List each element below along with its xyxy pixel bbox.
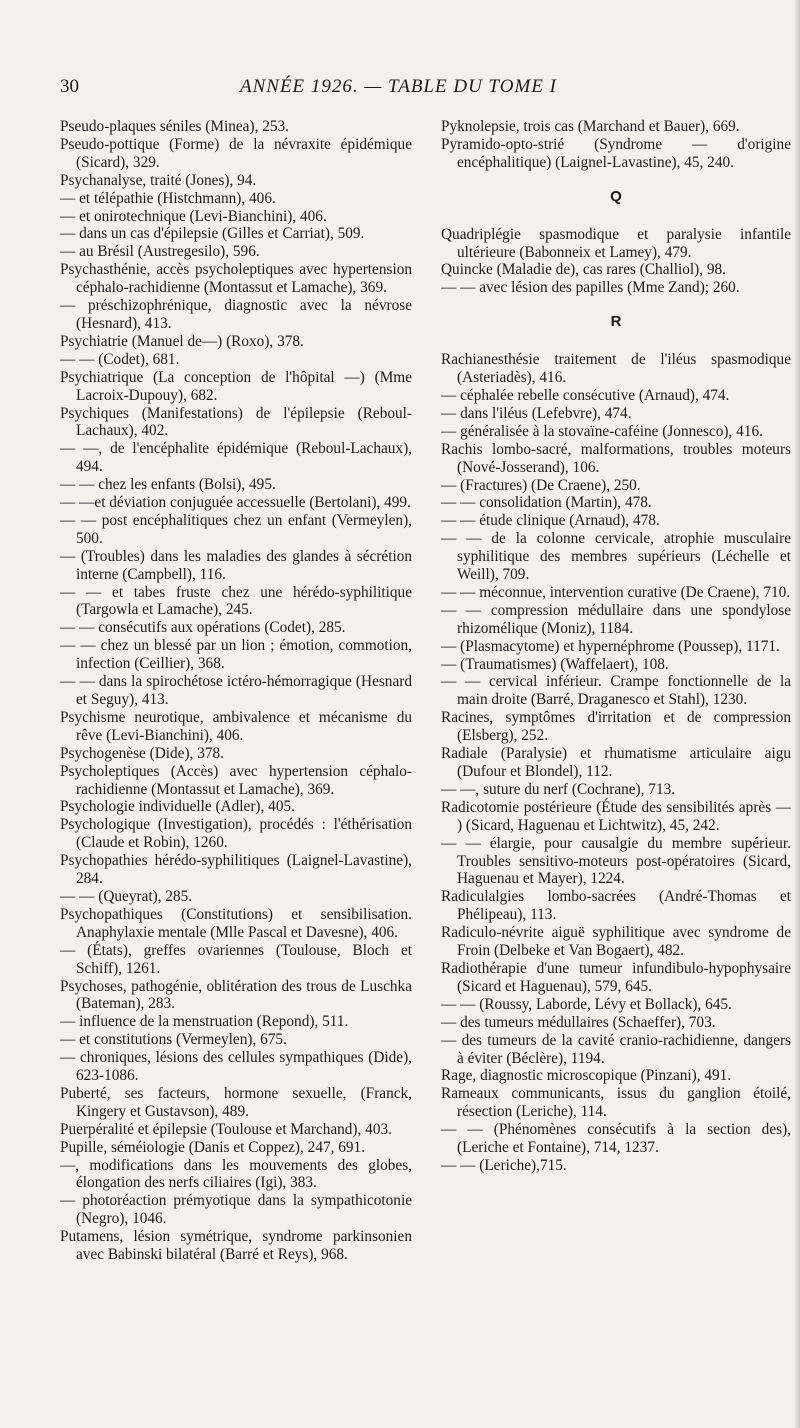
index-entry: — — élargie, pour causalgie du membre supérieur. Troubles sensitivo-moteurs post-opératoires (Sicard, Haguenau et Mayer), 1224.: [441, 834, 791, 888]
index-entry: — dans l'iléus (Lefebvre), 474.: [441, 404, 632, 422]
index-entry: Pupille, séméiologie (Danis et Coppez), 247, 691.: [60, 1138, 366, 1156]
index-entry: Psychasthénie, accès psycholeptiques avec hypertension céphalo-rachidienne (Montassut et Lamache), 369.: [60, 261, 412, 297]
index-entry: — (Troubles) dans les maladies des glandes à sécrétion interne (Campbell), 116.: [60, 547, 412, 583]
index-entry: — — de la colonne cervicale, atrophie musculaire syphilitique des membres supérieurs (Léchelle et Weill), 709.: [441, 530, 791, 584]
index-entry: — (États), greffes ovariennes (Toulouse, Bloch et Schiff), 1261.: [60, 941, 412, 977]
index-entry: — chroniques, lésions des cellules sympathiques (Dide), 623-1086.: [60, 1049, 412, 1085]
index-entry: Quadriplégie spasmodique et paralysie infantile ultérieure (Babonneix et Lamey), 479.: [441, 225, 791, 261]
index-entry: Psychisme neurotique, ambivalence et mécanisme du rêve (Levi-Bianchini), 406.: [60, 708, 412, 744]
index-entry: Radiothérapie d'une tumeur infundibulo-hypophysaire (Sicard et Haguenau), 579, 645.: [441, 959, 791, 995]
index-entry: Psychiatrique (La conception de l'hôpital —) (Mme Lacroix-Dupouy), 682.: [60, 368, 412, 404]
page-header: [60, 76, 760, 104]
index-entry: Radiculo-névrite aiguë syphilitique avec syndrome de Froin (Delbeke et Van Bogaert), 482.: [441, 924, 791, 960]
right-column-p-entries: [441, 118, 791, 172]
index-entry: Psychogenèse (Dide), 378.: [60, 744, 224, 762]
index-entry: —, modifications dans les mouvements des globes, élongation des nerfs ciliaires (Igi), 383.: [60, 1156, 412, 1192]
index-entry: Pyramido-opto-strié (Syndrome — d'origine encéphalitique) (Laignel-Lavastine), 45, 240.: [441, 135, 791, 171]
index-entry: — — (Phénomènes consécutifs à la section des), (Leriche et Fontaine), 714, 1237.: [441, 1121, 791, 1157]
index-entry: — — étude clinique (Arnaud), 478.: [441, 512, 660, 530]
index-entry: — influence de la menstruation (Repond), 511.: [60, 1013, 349, 1031]
index-entry: Rachis lombo-sacré, malformations, troubles moteurs (Nové-Josserand), 106.: [441, 440, 791, 476]
index-entry: Psychanalyse, traité (Jones), 94.: [60, 171, 257, 189]
index-entry: — — post encéphalitiques chez un enfant (Vermeylen), 500.: [60, 511, 412, 547]
index-entry: — et onirotechnique (Levi-Bianchini), 406.: [60, 207, 327, 225]
page-number: 30: [60, 76, 79, 97]
index-entry: — — consolidation (Martin), 478.: [441, 494, 652, 512]
index-entry: — —, suture du nerf (Cochrane), 713.: [441, 780, 676, 798]
index-entry: — (Traumatismes) (Waffelaert), 108.: [441, 655, 669, 673]
index-entry: — généralisée à la stovaïne-caféine (Jonnesco), 416.: [441, 422, 763, 440]
index-entry: — au Brésil (Austregesilo), 596.: [60, 243, 260, 261]
index-entry: Rachianesthésie traitement de l'iléus spasmodique (Asteriadès), 416.: [441, 351, 791, 387]
index-entry: Pyknolepsie, trois cas (Marchand et Bauer), 669.: [441, 118, 740, 135]
index-entry: — préschizophrénique, diagnostic avec la névrose (Hesnard), 413.: [60, 297, 412, 332]
index-entry: — — (Codet), 681.: [60, 350, 180, 368]
index-entry: Psycholeptiques (Accès) avec hypertension céphalo-rachidienne (Montassut et Lamache), 369.: [60, 762, 412, 798]
section-letter-r: R: [610, 313, 622, 331]
index-entry: — photoréaction prémyotique dans la sympathicotonie (Negro), 1046.: [60, 1192, 412, 1228]
index-entry: — — (Queyrat), 285.: [60, 887, 193, 905]
index-entry: — —et déviation conjuguée accessuelle (Bertolani), 499.: [60, 494, 411, 512]
left-column: [60, 118, 412, 1264]
index-entry: Pseudo-plaques séniles (Minea), 253.: [60, 118, 289, 135]
index-entry: — et constitutions (Vermeylen), 675.: [60, 1031, 287, 1049]
section-letter-q: Q: [610, 187, 622, 205]
index-entry: Quincke (Maladie de), cas rares (Challiol), 98.: [441, 261, 727, 279]
right-column-q-entries: [441, 226, 791, 298]
index-entry: — — (Roussy, Laborde, Lévy et Bollack), 645.: [441, 995, 732, 1013]
scan-edge: [794, 0, 800, 1428]
index-entry: — — chez les enfants (Bolsi), 495.: [60, 476, 276, 494]
index-entry: — — chez un blessé par un lion ; émotion, commotion, infection (Ceillier), 368.: [60, 637, 412, 673]
running-title: ANNÉE 1926. — TABLE DU TOME I: [240, 76, 557, 97]
index-entry: Psychiques (Manifestations) de l'épilepsie (Reboul-Lachaux), 402.: [60, 404, 412, 440]
index-entry: — — méconnue, intervention curative (De Craene), 710.: [441, 583, 791, 601]
index-entry: Psychopathiques (Constitutions) et sensibilisation. Anaphylaxie mentale (Mlle Pascal et Davesne), 406.: [60, 905, 412, 941]
index-entry: Radiale (Paralysie) et rhumatisme articulaire aigu (Dufour et Blondel), 112.: [441, 745, 791, 780]
index-entry: — dans un cas d'épilepsie (Gilles et Carriat), 509.: [60, 225, 365, 243]
index-entry: Psychopathies hérédo-syphilitiques (Laignel-Lavastine), 284.: [60, 852, 412, 888]
index-entry: Puberté, ses facteurs, hormone sexuelle, (Franck, Kingery et Gustavson), 489.: [60, 1084, 412, 1120]
index-entry: Radicotomie postérieure (Étude des sensibilités après — ) (Sicard, Haguenau et Lichtwitz), 45, 242.: [441, 798, 791, 834]
index-entry: Pseudo-pottique (Forme) de la névraxite épidémique (Sicard), 329.: [60, 135, 412, 171]
index-entry: — — (Leriche),715.: [441, 1156, 567, 1174]
index-entry: — — et tabes fruste chez une hérédo-syphilitique (Targowla et Lamache), 245.: [60, 583, 412, 619]
index-entry: Racines, symptômes d'irritation et de compression (Elsberg), 252.: [441, 709, 791, 745]
index-entry: — des tumeurs de la cavité cranio-rachidienne, dangers à éviter (Béclère), 1194.: [441, 1031, 791, 1067]
index-entry: — des tumeurs médullaires (Schaeffer), 703.: [441, 1013, 716, 1031]
index-entry: — — compression médullaire dans une spondylose rhizomélique (Moniz), 1184.: [441, 601, 791, 637]
right-column: [441, 118, 791, 1175]
index-entry: Rameaux communicants, issus du ganglion étoilé, résection (Leriche), 114.: [441, 1085, 791, 1121]
index-entry: Psychologique (Investigation), procédés : l'éthérisation (Claude et Robin), 1260.: [60, 816, 412, 852]
index-entry: Psychiatrie (Manuel de—) (Roxo), 378.: [60, 332, 304, 350]
index-entry: Psychologie individuelle (Adler), 405.: [60, 798, 295, 816]
index-entry: Psychoses, pathogénie, oblitération des trous de Luschka (Bateman), 283.: [60, 977, 412, 1013]
index-entry: — — dans la spirochétose ictéro-hémorragique (Hesnard et Seguy), 413.: [60, 673, 412, 708]
index-entry: — céphalée rebelle consécutive (Arnaud), 474.: [441, 386, 730, 404]
index-entry: Radiculalgies lombo-sacrées (André-Thomas et Phélipeau), 113.: [441, 888, 791, 924]
index-entry: — et télépathie (Histchmann), 406.: [60, 189, 276, 207]
index-entry: Puerpéralité et épilepsie (Toulouse et Marchand), 403.: [60, 1120, 392, 1138]
right-column-r-entries: [441, 351, 791, 1175]
index-entry: Rage, diagnostic microscopique (Pinzani), 491.: [441, 1067, 732, 1085]
index-entry: — (Plasmacytome) et hypernéphrome (Poussep), 1171.: [441, 637, 780, 655]
index-entry: — — cervical inférieur. Crampe fonctionnelle de la main droite (Barré, Draganesco et Stahl), 1230.: [441, 673, 791, 709]
index-entry: — — consécutifs aux opérations (Codet), 285.: [60, 619, 346, 637]
index-entry: — — avec lésion des papilles (Mme Zand); 260.: [441, 279, 740, 297]
index-entry: Putamens, lésion symétrique, syndrome parkinsonien avec Babinski bilatéral (Barré et Reys), 968.: [60, 1228, 412, 1264]
index-entry: — (Fractures) (De Craene), 250.: [441, 476, 641, 494]
index-entry: — —, de l'encéphalite épidémique (Reboul-Lachaux), 494.: [60, 440, 412, 476]
